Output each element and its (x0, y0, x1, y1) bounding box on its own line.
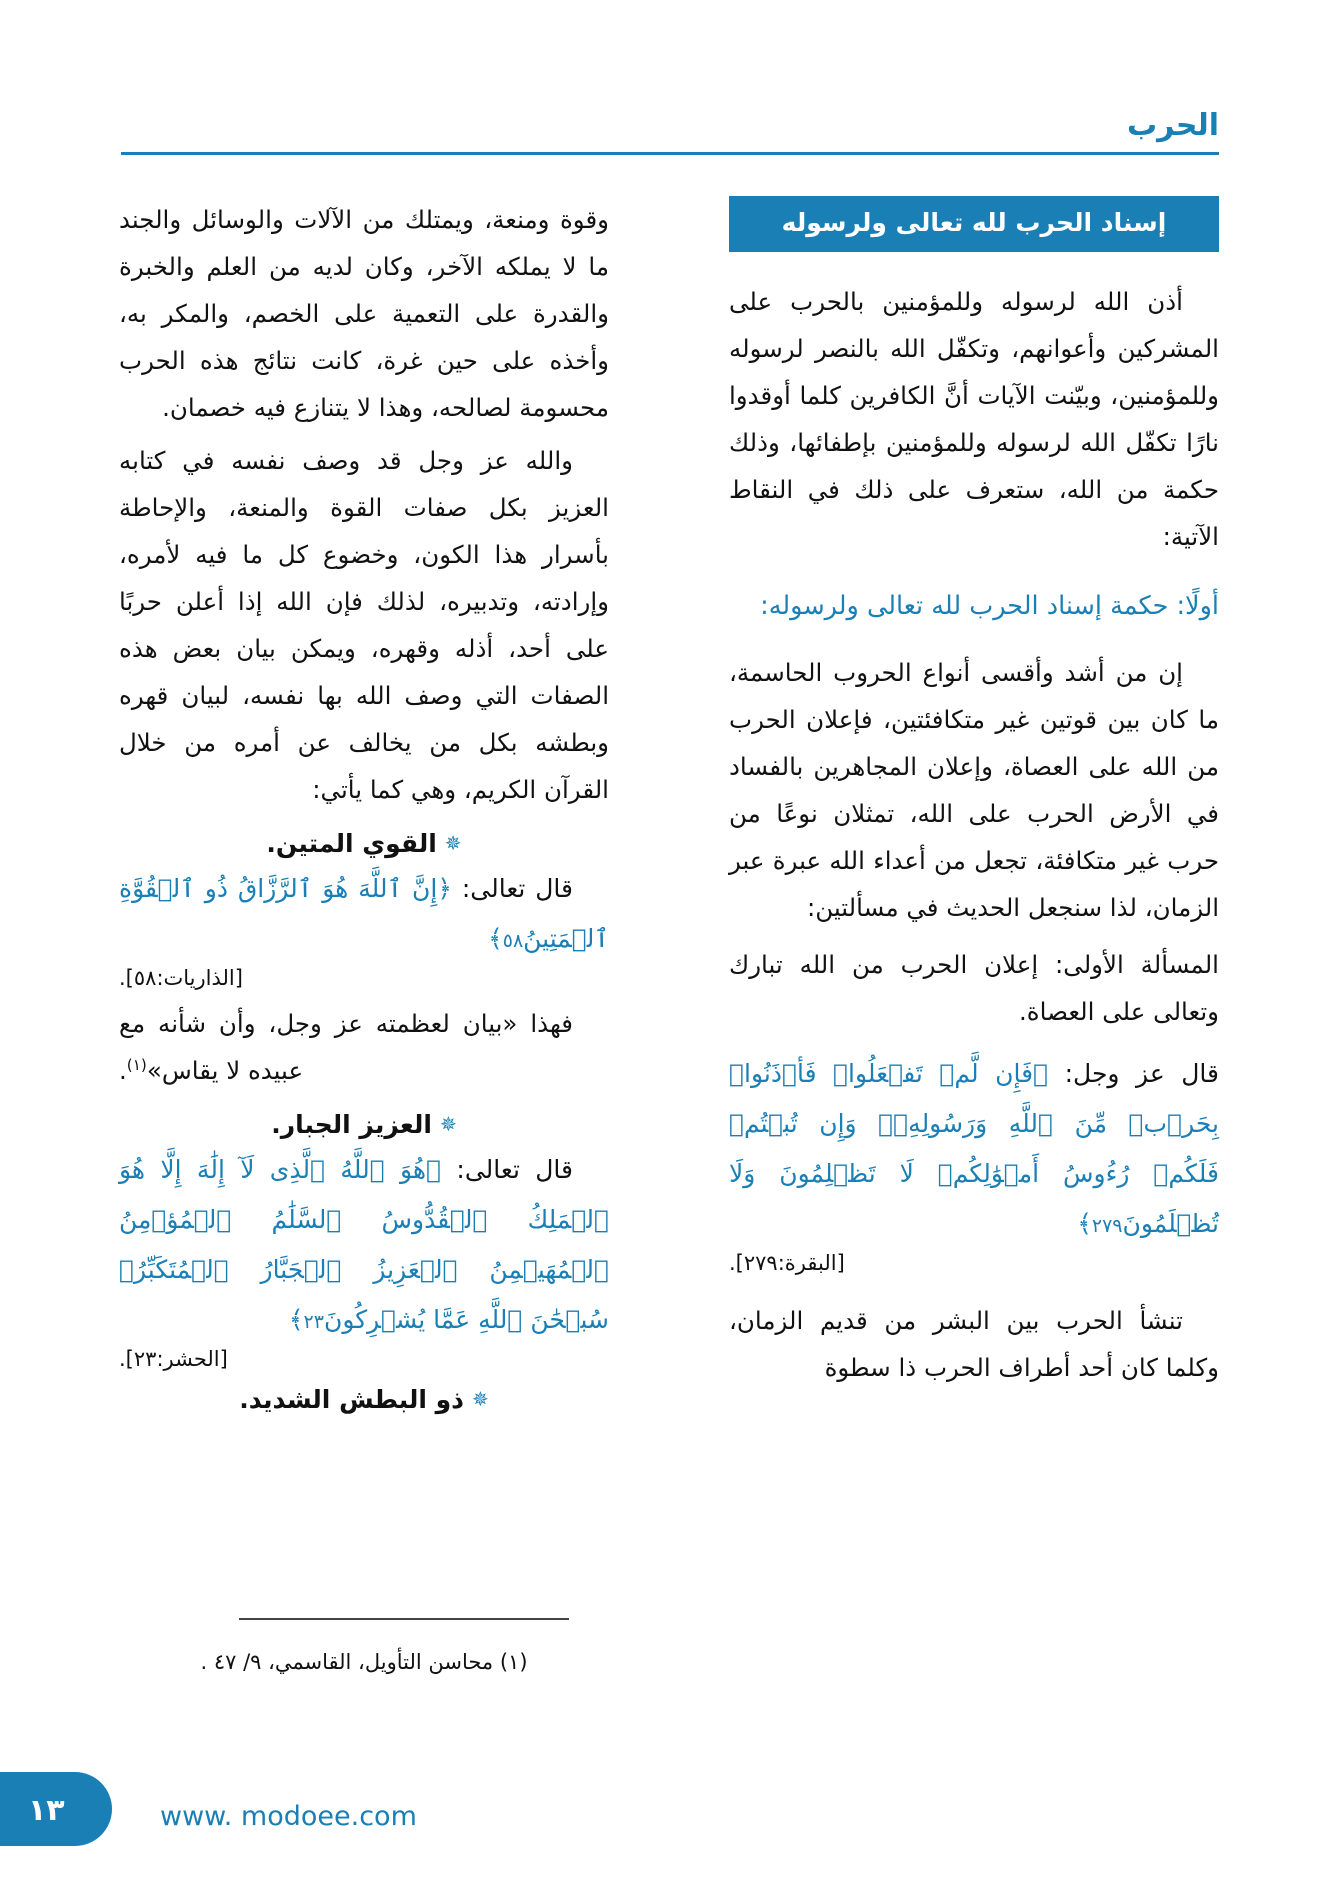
paragraph-left-3-text: فهذا «بيان لعظمته عز وجل، وأن شأنه مع عبيده لا يقاس» (119, 1009, 573, 1086)
quote-text-left-2: ﴿هُوَ ٱللَّهُ ٱلَّذِى لَآ إِلَٰهَ إِلَّا هُوَ ٱلۡمَلِكُ ٱلۡقُدُّوسُ ٱلسَّلَٰمُ ٱلۡمُؤۡمِنُ ٱلۡمُهَيۡمِنُ ٱلۡعَزِيزُ ٱلۡجَبَّارُ ٱلۡمُتَكَبِّرُۚ سُبۡحَٰنَ ٱللَّهِ عَمَّا يُشۡرِكُونَ (119, 1155, 609, 1335)
bullet-label-3: ذو البطش الشديد. (239, 1385, 465, 1415)
paragraph-right-4: تنشأ الحرب بين البشر من قديم الزمان، وكلما كان أحد أطراف الحرب ذا سطوة (729, 1305, 1219, 1382)
quote-close-left-2: ﴾ (288, 1305, 304, 1335)
floret-icon: ✵ (439, 1112, 457, 1137)
website-url[interactable]: www. modoee.com (160, 1801, 417, 1832)
ayah-number-left-2: ٢٣ (303, 1311, 324, 1334)
paragraph-right-2: إن من أشد وأقسى أنواع الحروب الحاسمة، ما كان بين قوتين غير متكافئتين، فإعلان الحرب من الله على العصاة، وإعلان المجاهرين بالفساد في الأرض الحرب على الله، تمثلان نوعًا من حرب غير متكافئة، تجعل من أعداء الله عبرة عبر الزمان، لذا سنجعل الحديث في مسألتين: (729, 657, 1219, 922)
paragraph-left-3 (119, 1000, 609, 1094)
bullet-label-2: العزيز الجبار. (271, 1110, 432, 1140)
footnote-divider (239, 1618, 569, 1620)
bullet-item-2 (119, 1110, 609, 1139)
section-banner: إسناد الحرب لله تعالى ولرسوله (729, 196, 1219, 252)
quran-quote-baqarah (729, 1049, 1219, 1249)
footnote-text: (١) محاسن التأويل، القاسمي، ٩/ ٤٧ . (200, 1649, 528, 1674)
paragraph-left-2: والله عز وجل قد وصف نفسه في كتابه العزيز بكل صفات القوة والمنعة، والإحاطة بأسرار هذا الكون، وخضوع كل ما فيه لأمره، وإرادته، وتدبيره، لذلك فإن الله إذا أعلن حربًا على أحد، أذله وقهره، ويمكن بيان بعض هذه الصفات التي وصف الله بها نفسه، لبيان قهره وبطشه بكل من يخالف عن أمره من خلال القرآن الكريم، وهي كما يأتي: (119, 446, 609, 805)
bullet-label-1: القوي المتين. (266, 829, 437, 859)
paragraph-right-3: المسألة الأولى: إعلان الحرب من الله تبارك وتعالى على العصاة. (729, 949, 1219, 1026)
quote-text-left-1: ﴿إِنَّ ٱللَّهَ هُوَ ٱلرَّزَّاقُ ذُو ٱلۡقُوَّةِ ٱلۡمَتِينُ (119, 874, 609, 954)
ayah-number-right: ٢٧٩ (1091, 1214, 1123, 1237)
floret-icon: ✵ (444, 831, 462, 856)
quote-lead-right: قال عز وجل: (1064, 1058, 1219, 1088)
quote-reference-left-2: [الحشر:٢٣]. (119, 1347, 228, 1372)
quote-reference-right: [البقرة:٢٧٩]. (729, 1250, 845, 1275)
quote-text-right: ﴿فَإِن لَّمۡ تَفۡعَلُوا۟ فَأۡذَنُوا۟ بِحَرۡبٖ مِّنَ ٱللَّهِ وَرَسُولِهِۦۖ وَإِن تُبۡتُمۡ فَلَكُمۡ رُءُوسُ أَمۡوَٰلِكُمۡ لَا تَظۡلِمُونَ وَلَا تُظۡلَمُونَ (729, 1058, 1219, 1238)
paragraph-left-1: وقوة ومنعة، ويمتلك من الآلات والوسائل والجند ما لا يملكه الآخر، وكان لديه من العلم والخبرة والقدرة على التعمية على الخصم، والمكر به، وأخذه على حين غرة، كانت نتائج هذه الحرب محسومة لصالحه، وهذا لا يتنازع فيه خصمان. (119, 205, 609, 423)
page-header (119, 108, 1219, 160)
quote-close-right: ﴾ (1077, 1208, 1092, 1238)
quran-quote-hashr (119, 1145, 609, 1345)
column-right (729, 196, 1219, 1706)
page-footer (0, 1740, 1339, 1890)
quote-lead-left-2: قال تعالى: (456, 1155, 573, 1185)
two-column-body (119, 196, 1219, 1706)
footnote-marker: (١) (126, 1056, 147, 1075)
paragraph-left-3-end: . (119, 1056, 127, 1086)
ayah-number-left-1: ٥٨ (502, 930, 524, 953)
page-title: الحرب (1127, 108, 1219, 143)
header-divider (121, 152, 1219, 155)
floret-icon: ✵ (472, 1387, 489, 1412)
bullet-item-1 (119, 829, 609, 858)
paragraph-right-1: أذن الله لرسوله وللمؤمنين بالحرب على المشركين وأعوانهم، وتكفّل الله بالنصر لرسوله وللمؤمنين، وبيّنت الآيات أنَّ الكافرين كلما أوقدوا نارًا تكفّل الله لرسوله وللمؤمنين بإطفائها، وذلك حكمة من الله، ستعرف على ذلك في النقاط الآتية: (729, 287, 1219, 552)
quote-lead-left-1: قال تعالى: (461, 874, 573, 904)
quote-reference-left-1: [الذاريات:٥٨]. (119, 966, 243, 991)
column-left (119, 196, 609, 1706)
bullet-item-3 (119, 1385, 609, 1414)
page-number: ١٣ (28, 1793, 65, 1828)
quote-close-left-1: ﴾ (488, 924, 503, 954)
subheading-first: أولًا: حكمة إسناد الحرب لله تعالى ولرسوله: (760, 591, 1219, 622)
quran-quote-dhariyat (119, 864, 609, 964)
